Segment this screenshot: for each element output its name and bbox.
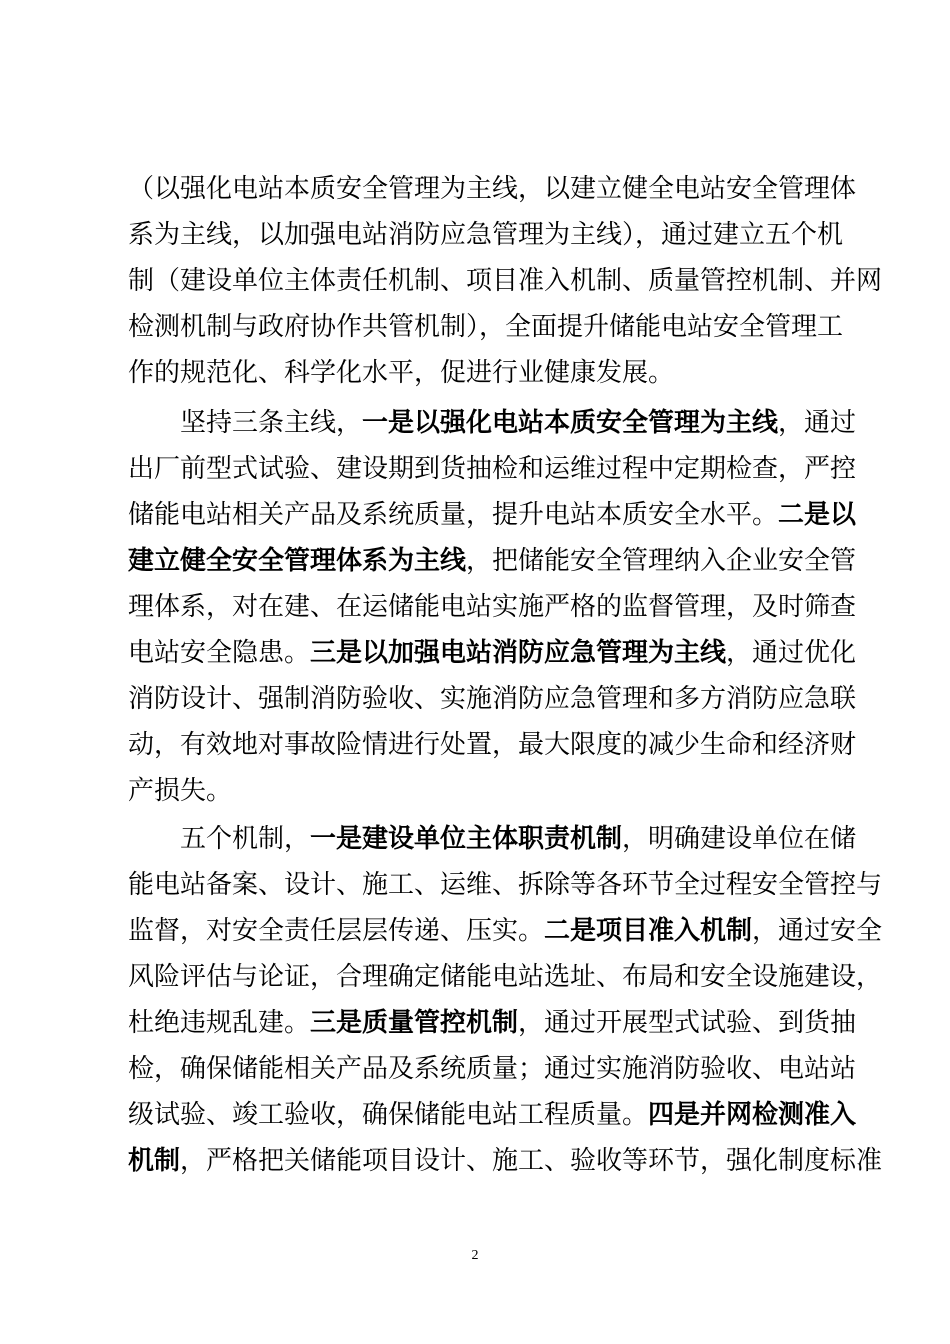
text-run: ，通过优化 xyxy=(726,638,857,668)
text-run: 风险评估与论证，合理确定储能电站选址、布局和安全设施建设， xyxy=(128,962,883,992)
text-run: 消防设计、强制消防验收、实施消防应急管理和多方消防应急联 xyxy=(128,684,857,714)
text-run: 级试验、竣工验收，确保储能电站工程质量。 xyxy=(128,1100,649,1130)
text-run: 电站安全隐患。 xyxy=(128,638,311,668)
text-run: 制（建设单位主体责任机制、项目准入机制、质量管控机制、并网 xyxy=(128,266,883,296)
text-line xyxy=(128,676,857,722)
bold-text-run: 一是建设单位主体职责机制 xyxy=(310,824,623,854)
text-run: ，严格把关储能项目设计、施工、验收等环节，强化制度标准 xyxy=(180,1146,883,1176)
text-run: ，通过 xyxy=(778,408,857,438)
text-line xyxy=(128,722,857,768)
text-run: ，把储能安全管理纳入企业安全管 xyxy=(466,546,857,576)
text-line xyxy=(128,862,883,908)
text-line xyxy=(128,166,857,212)
text-run: 储能电站相关产品及系统质量，提升电站本质安全水平。 xyxy=(128,500,779,530)
bold-text-run: 二是项目准入机制 xyxy=(544,916,753,946)
page-number: 2 xyxy=(471,1248,479,1263)
text-run: （以强化电站本质安全管理为主线，以建立健全电站安全管理体 xyxy=(128,174,857,204)
text-run: 坚持三条主线， xyxy=(180,408,363,438)
text-line xyxy=(128,954,883,1000)
text-line xyxy=(128,1138,883,1184)
text-run: 检测机制与政府协作共管机制），全面提升储能电站安全管理工 xyxy=(128,312,844,342)
text-run: 系为主线，以加强电站消防应急管理为主线），通过建立五个机 xyxy=(128,220,844,250)
text-line xyxy=(128,1046,857,1092)
text-run: ，明确建设单位在储 xyxy=(622,824,857,854)
text-run: 产损失。 xyxy=(128,776,233,806)
text-run: ，通过安全 xyxy=(752,916,883,946)
text-line xyxy=(128,1000,857,1046)
text-run: 检，确保储能相关产品及系统质量；通过实施消防验收、电站站 xyxy=(128,1054,857,1084)
text-line xyxy=(128,584,857,630)
text-line xyxy=(128,630,857,676)
text-line xyxy=(128,446,857,492)
text-run: 理体系，对在建、在运储能电站实施严格的监督管理，及时筛查 xyxy=(128,592,857,622)
text-line xyxy=(180,816,857,862)
text-line xyxy=(128,304,844,350)
text-line xyxy=(128,350,838,396)
text-line xyxy=(128,212,844,258)
text-run: ，通过开展型式试验、到货抽 xyxy=(518,1008,857,1038)
bold-text-run: 建立健全安全管理体系为主线 xyxy=(128,546,467,576)
text-line xyxy=(128,908,883,954)
text-run: 杜绝违规乱建。 xyxy=(128,1008,311,1038)
text-run: 动，有效地对事故险情进行处置，最大限度的减少生命和经济财 xyxy=(128,730,857,760)
text-line xyxy=(128,492,857,538)
bold-text-run: 一是以强化电站本质安全管理为主线 xyxy=(362,408,779,438)
bold-text-run: 机制 xyxy=(128,1146,181,1176)
text-run: 作的规范化、科学化水平，促进行业健康发展。 xyxy=(128,358,675,388)
text-run: 能电站备案、设计、施工、运维、拆除等各环节全过程安全管控与 xyxy=(128,870,883,900)
bold-text-run: 三是质量管控机制 xyxy=(310,1008,519,1038)
bold-text-run: 四是并网检测准入 xyxy=(648,1100,857,1130)
text-line xyxy=(128,258,883,304)
text-run: 出厂前型式试验、建设期到货抽检和运维过程中定期检查，严控 xyxy=(128,454,857,484)
text-line xyxy=(128,1092,857,1138)
text-run: 五个机制， xyxy=(180,824,311,854)
text-line xyxy=(180,400,857,446)
text-line xyxy=(128,768,838,814)
text-line xyxy=(128,538,857,584)
bold-text-run: 二是以 xyxy=(778,500,857,530)
bold-text-run: 三是以加强电站消防应急管理为主线 xyxy=(310,638,727,668)
text-run: 监督，对安全责任层层传递、压实。 xyxy=(128,916,545,946)
